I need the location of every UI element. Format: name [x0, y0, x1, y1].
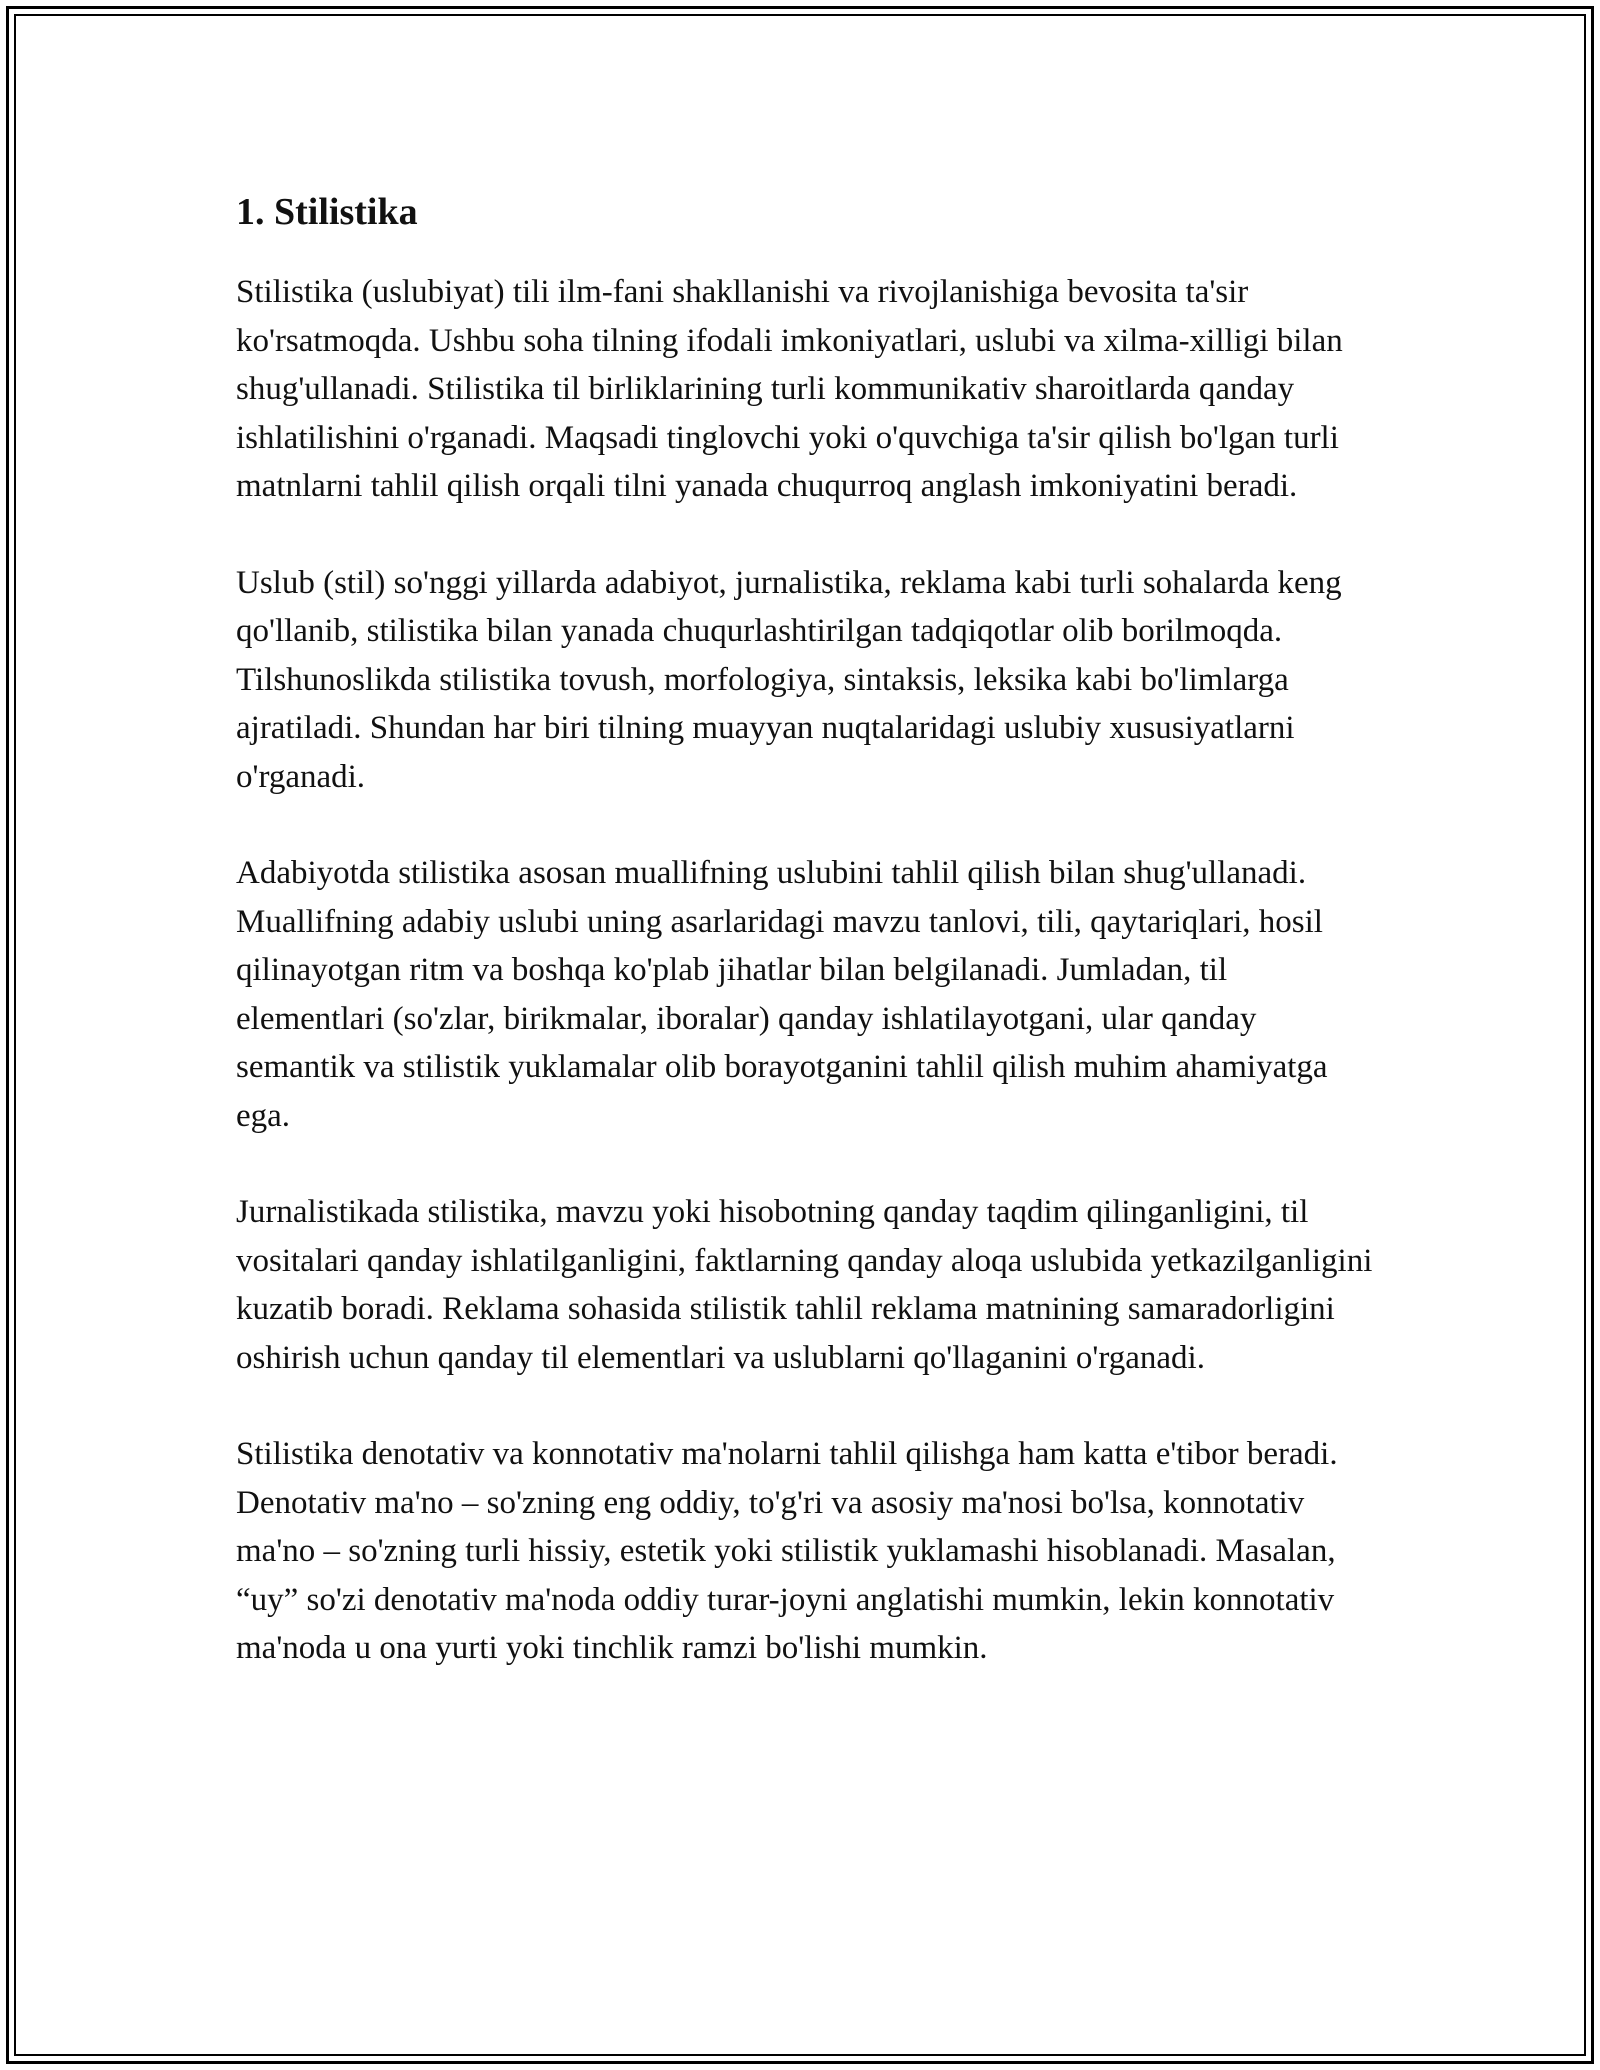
- paragraph-2: Uslub (stil) so'nggi yillarda adabiyot, jurnalistika, reklama kabi turli sohalarda keng qo'llanib, stilistika bilan yanada chuqurlashtirilgan tadqiqotlar olib borilmoqda. Tilshunoslikda stilistika tovush, morfologiya, sintaksis, leksika kabi bo'limlarga ajratiladi. Shundan har biri tilning muayyan nuqtalaridagi uslubiy xususiyatlarni o'rganadi.: [236, 564, 1342, 795]
- section-title: 1. Stilistika: [236, 191, 418, 233]
- paragraph-4: Jurnalistikada stilistika, mavzu yoki hisobotning qanday taqdim qilinganligini, til vositalari qanday ishlatilganligini, faktlarning qanday aloqa uslubida yetkazilganligini kuzatib boradi. Reklama sohasida stilistik tahlil reklama matnining samaradorligini oshirish uchun qanday til elementlari va uslublarni qo'llaganini o'rganadi.: [236, 1194, 1373, 1376]
- paragraph-3: Adabiyotda stilistika asosan muallifning uslubini tahlil qilish bilan shug'ullanadi. Muallifning adabiy uslubi uning asarlaridagi mavzu tanlovi, tili, qaytariqlari, hosil qilinayotgan ritm va boshqa ko'plab jihatlar bilan belgilanadi. Jumladan, til elementlari (so'zlar, birikmalar, iboralar) qanday ishlatilayotgani, ular qanday semantik va stilistik yuklamalar olib borayotganini tahlil qilish muhim ahamiyatga ega.: [236, 855, 1328, 1134]
- paragraph-5: Stilistika denotativ va konnotativ ma'nolarni tahlil qilishga ham katta e'tibor beradi. Denotativ ma'no – so'zning eng oddiy, to'g'ri va asosiy ma'nosi bo'lsa, konnotativ ma'no – so'zning turli hissiy, estetik yoki stilistik yuklamashi hisoblanadi. Masalan, “uy” so'zi denotativ ma'noda oddiy turar-joyni anglatishi mumkin, lekin konnotativ ma'noda u ona yurti yoki tinchlik ramzi bo'lishi mumkin.: [236, 1436, 1338, 1666]
- document-body: [236, 186, 1376, 1721]
- paragraph-1: Stilistika (uslubiyat) tili ilm-fani shakllanishi va rivojlanishiga bevosita ta'sir ko'rsatmoqda. Ushbu soha tilning ifodali imkoniyatlari, uslubi va xilma-xilligi bilan shug'ullanadi. Stilistika til birliklarining turli kommunikativ sharoitlarda qanday ishlatilishini o'rganadi. Maqsadi tinglovchi yoki o'quvchiga ta'sir qilish bo'lgan turli matnlarni tahlil qilish orqali tilni yanada chuqurroq anglash imkoniyatini beradi.: [236, 274, 1343, 504]
